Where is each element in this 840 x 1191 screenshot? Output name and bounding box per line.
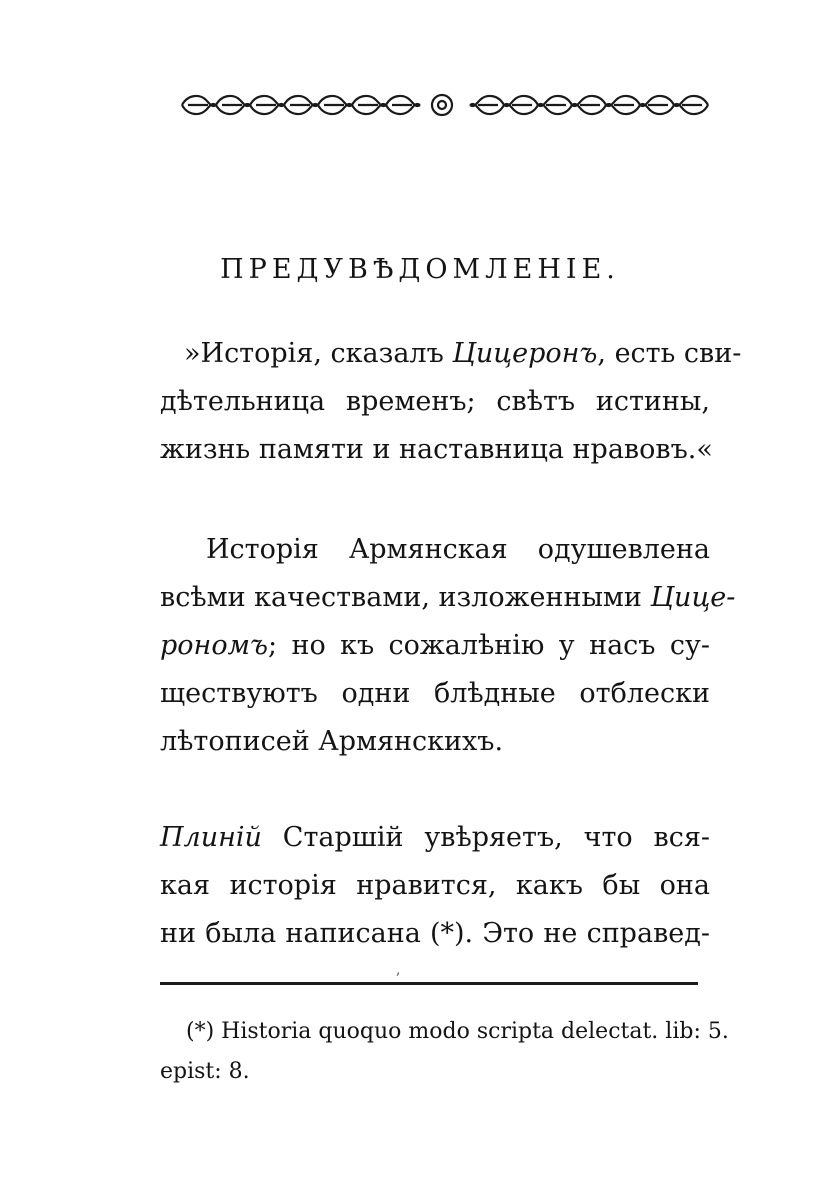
- footnote-line: (*) Historia quoquo modo scripta delectat. lib: 5.: [186, 1019, 729, 1044]
- text-line: ни была написана (*). Это не справед-: [160, 918, 710, 949]
- text-line: лѣтописей Армянскихъ.: [160, 726, 504, 757]
- name-cicero: Цицеронъ: [452, 338, 598, 369]
- text-line: рономъ; но къ сожалѣнію у насъ су-: [160, 630, 710, 661]
- footnote-divider: [160, 982, 698, 985]
- ornamental-border: [178, 88, 712, 122]
- stray-mark: ,: [396, 962, 401, 978]
- footnote: [160, 1012, 729, 1092]
- text-line: жизнь памяти и наставница нравовъ.«: [160, 434, 713, 465]
- paragraph-cicero-quote: [160, 330, 742, 474]
- name-cicero: рономъ: [160, 630, 268, 661]
- name-cicero: Цице-: [650, 582, 736, 613]
- page-heading: ПРЕДУВѢДОМЛЕНІЕ.: [220, 254, 620, 285]
- text-line: ществуютъ одни блѣдные отблески: [160, 678, 710, 709]
- text-line: Исторія Армянская одушевлена: [206, 534, 710, 565]
- text-line: »Исторія, сказалъ Цицеронъ, есть сви-: [184, 338, 742, 369]
- paragraph-pliny: [160, 814, 710, 958]
- text-line: Плиній Старшій увѣряетъ, что вся-: [160, 822, 710, 853]
- name-pliny: Плиній: [160, 822, 262, 853]
- text-line: всѣми качествами, изложенными Цице-: [160, 582, 736, 613]
- text-line: дѣтельница временъ; свѣтъ истины,: [160, 386, 710, 417]
- paragraph-armenian-history: [160, 526, 736, 766]
- text-line: кая исторія нравится, какъ бы она: [160, 870, 710, 901]
- footnote-line: epist: 8.: [160, 1059, 250, 1084]
